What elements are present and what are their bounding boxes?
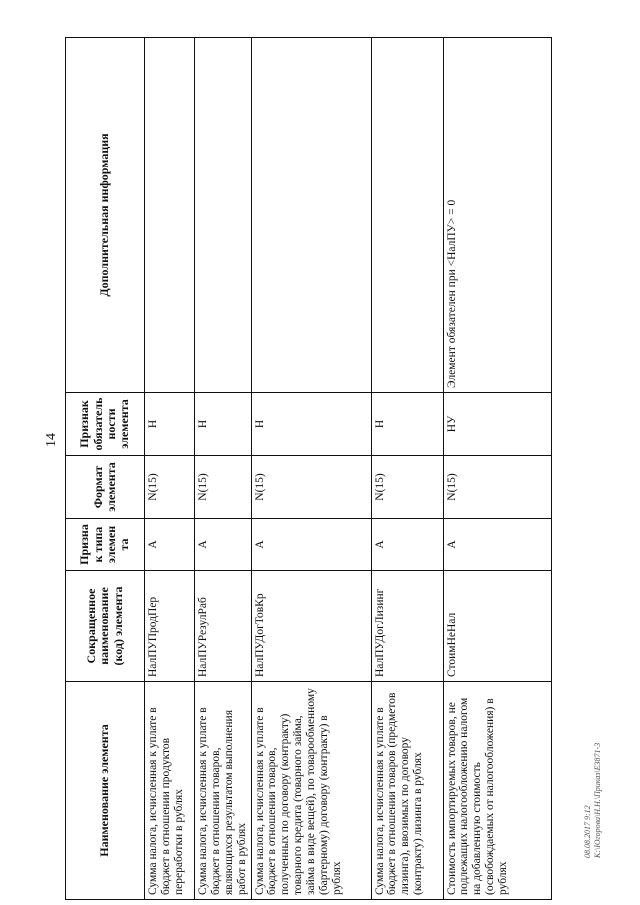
cell-name: Сумма налога, исчисленная к уплате в бюджет в отношении товаров, полученных по договору (контракту) товарного кредита (товарного займа, займа в виде вещей), по товарообменному (бартерному) договору (контракту) в рублях: [251, 682, 371, 900]
stamp-path: К:\Югорова\Н.Н.\Приказ\Е3871-3: [592, 742, 602, 858]
header-element-type: Признак типа элемента: [66, 519, 145, 571]
elements-table: [65, 37, 552, 900]
stamp-date: 08.08.2017 9:12: [583, 805, 592, 858]
cell-info: [251, 38, 371, 393]
cell-code: НалПУДогЛизинг: [371, 571, 443, 682]
cell-format: N(15): [145, 456, 195, 519]
cell-code: НалПУДогТовКр: [251, 571, 371, 682]
cell-type: А: [195, 519, 252, 571]
header-short-code: Сокращенное наименование (код) элемента: [66, 571, 145, 682]
cell-name: Стоимость импортируемых товаров, не подлежащих налогообложению налогом на добавленную стоимость (освобождаемых от налогообложения) в рублях: [443, 682, 551, 900]
cell-name: Сумма налога, исчисленная к уплате в бюджет в отношении товаров, являющихся результатом выполнения работ в рублях: [195, 682, 252, 900]
cell-required: Н: [195, 393, 252, 456]
rotated-table-wrapper: [65, 38, 616, 900]
header-additional-info: Дополнительная информация: [66, 38, 145, 393]
page-number: 14: [44, 433, 59, 447]
table-header-row: [66, 38, 145, 900]
table-row: [251, 38, 371, 900]
cell-required: Н: [251, 393, 371, 456]
table-row: [145, 38, 195, 900]
header-element-name: Наименование элемента: [66, 682, 145, 900]
cell-format: N(15): [443, 456, 551, 519]
table-row: [195, 38, 252, 900]
cell-name: Сумма налога, исчисленная к уплате в бюджет в отношении продуктов переработки в рублях: [145, 682, 195, 900]
cell-info: [145, 38, 195, 393]
cell-type: А: [251, 519, 371, 571]
cell-required: Н: [145, 393, 195, 456]
header-element-format: Формат элемента: [66, 456, 145, 519]
cell-format: N(15): [251, 456, 371, 519]
cell-code: НалПУПродПер: [145, 571, 195, 682]
file-stamp: [583, 718, 602, 858]
cell-type: А: [145, 519, 195, 571]
cell-type: А: [371, 519, 443, 571]
cell-info: Элемент обязателен при <НалПУ> = 0: [443, 38, 551, 393]
cell-info: [371, 38, 443, 393]
table-row: [371, 38, 443, 900]
cell-required: Н: [371, 393, 443, 456]
cell-code: СтоимНеНал: [443, 571, 551, 682]
cell-format: N(15): [195, 456, 252, 519]
cell-required: НУ: [443, 393, 551, 456]
cell-name: Сумма налога, исчисленная к уплате в бюджет в отношении товаров (предметов лизинга), ввозимых по договору (контракту) лизинга в рублях: [371, 682, 443, 900]
table-row: [443, 38, 551, 900]
cell-format: N(15): [371, 456, 443, 519]
cell-code: НалПУРезулРаб: [195, 571, 252, 682]
cell-info: [195, 38, 252, 393]
header-required-flag: Признак обязательности элемента: [66, 393, 145, 456]
cell-type: А: [443, 519, 551, 571]
